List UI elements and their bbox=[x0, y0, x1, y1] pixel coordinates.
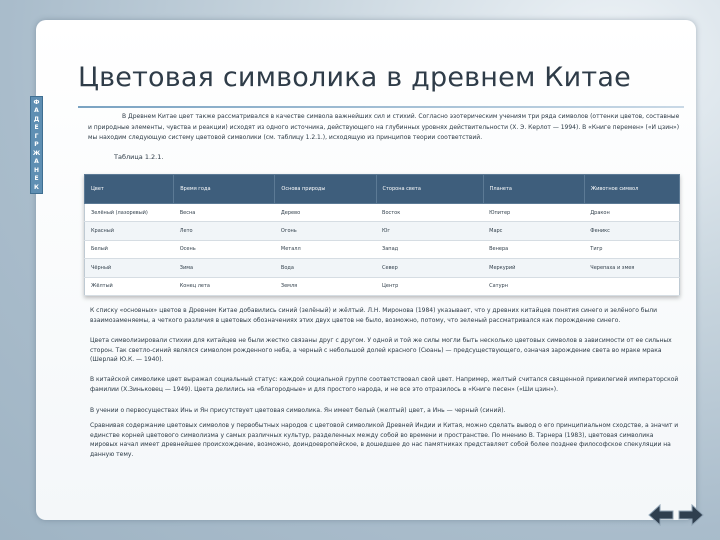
next-slide-button[interactable] bbox=[678, 504, 704, 526]
table-cell: Марс bbox=[483, 222, 584, 240]
table-header: Основа природы bbox=[275, 175, 376, 204]
table-row bbox=[85, 277, 680, 295]
table-header-row bbox=[85, 175, 680, 204]
intro-paragraph: В Древнем Китае цвет также рассматривался в качестве символа важнейших сил и стихий. Согласно эзотерическим учениям три ряда символов (оттенки цветов, составные и природные элементы, чувства и реакции) исходят из одного источника, действующего на глубинных уровнях действительности (Х. Э. Керлот — 1994). В «Книге перемен» («И цзин») мы находим следующую систему цветовой символики (см. таблицу 1.2.1.), исходящую из принципов теории соответствий. bbox=[88, 113, 680, 141]
arrow-left-icon bbox=[648, 504, 674, 526]
table-cell: Юпитер bbox=[483, 204, 584, 222]
table-row bbox=[85, 259, 680, 277]
table-cell: Сатурн bbox=[483, 277, 584, 295]
table-row bbox=[85, 240, 680, 258]
side-letter: Е bbox=[34, 124, 39, 131]
side-letter: Д bbox=[33, 115, 40, 123]
side-letter: К bbox=[34, 183, 39, 191]
table-caption: Таблица 1.2.1. bbox=[114, 153, 164, 161]
table-header: Время года bbox=[174, 175, 275, 204]
side-letter: Г bbox=[34, 132, 39, 140]
table-cell: Огонь bbox=[275, 222, 376, 240]
color-symbol-table bbox=[84, 174, 680, 296]
side-letter: Ж bbox=[32, 149, 41, 157]
prev-slide-button[interactable] bbox=[648, 504, 674, 526]
table-cell: Юг bbox=[376, 222, 483, 240]
table-row bbox=[85, 204, 680, 222]
table-cell: Дракон bbox=[584, 204, 679, 222]
body-paragraph: В китайской символике цвет выражал социальный статус: каждой социальной группе соответствовал свой цвет. Например, желтый считался священной привилегией императорской фамилии (Х.Зиньковец — 1949). Цвета делились на «благородные» и для простого народа, и не все это отразилось в «Книге песен» («Ши цзин»). bbox=[90, 376, 679, 393]
table-cell: Меркурий bbox=[483, 259, 584, 277]
side-letter: Е bbox=[34, 175, 39, 182]
table-header: Сторона света bbox=[376, 175, 483, 204]
table-cell: Лето bbox=[174, 222, 275, 240]
page-title: Цветовая символика в древнем Китае bbox=[78, 62, 631, 93]
table-cell: Восток bbox=[376, 204, 483, 222]
table-cell: Феникс bbox=[584, 222, 679, 240]
table-cell: Осень bbox=[174, 240, 275, 258]
table-row bbox=[85, 222, 680, 240]
arrow-right-icon bbox=[678, 504, 704, 526]
table-cell: Весна bbox=[174, 204, 275, 222]
table-cell: Вода bbox=[275, 259, 376, 277]
table-cell: Центр bbox=[376, 277, 483, 295]
side-letter-strip bbox=[30, 96, 43, 194]
body-paragraph: К списку «основных» цветов в Древнем Китае добавились синий (зелёный) и жёлтый. Л.Н. Миронова (1984) указывает, что у древних китайцев понятия синего и зелёного были взаимозаменяемы, а четкого различия в цветовых обозначениях этих двух цветов не было, возможно, потому, что зеленый рассматривался как порождение синего. bbox=[90, 307, 657, 324]
table-cell: Дерево bbox=[275, 204, 376, 222]
table-cell: Тигр bbox=[584, 240, 679, 258]
table-cell: Черепаха и змея bbox=[584, 259, 679, 277]
table-cell: Белый bbox=[85, 240, 174, 258]
side-letter: А bbox=[34, 158, 39, 165]
side-letter: Ф bbox=[33, 98, 40, 106]
table-cell bbox=[584, 277, 679, 295]
table-cell: Жёлтый bbox=[85, 277, 174, 295]
body-paragraph: В учении о первосуществах Инь и Ян присутствует цветовая символика. Ян имеет белый (желтый) цвет, а Инь — черный (синий). bbox=[90, 407, 506, 414]
table-cell: Земля bbox=[275, 277, 376, 295]
side-letter: Н bbox=[33, 166, 40, 174]
table-cell: Металл bbox=[275, 240, 376, 258]
table-cell: Север bbox=[376, 259, 483, 277]
table-cell: Зима bbox=[174, 259, 275, 277]
table-cell: Конец лета bbox=[174, 277, 275, 295]
table-cell: Зелёный (лазоревый) bbox=[85, 204, 174, 222]
table-cell: Чёрный bbox=[85, 259, 174, 277]
side-letter: Р bbox=[34, 141, 39, 148]
table-header: Животное символ bbox=[584, 175, 679, 204]
table-header: Цвет bbox=[85, 175, 174, 204]
side-letter: А bbox=[34, 107, 39, 114]
body-paragraph: Цвета символизировали стихии для китайцев не были жестко связаны друг с другом. У одной и той же силы могли быть несколько цветовых символов в зависимости от ее сильных сторон. Так светло-синий являлся символом рожденного неба, а черный с небольшой долей красного (Сюань) — предсуществующего, означая зарождение света во мраке мрака (Шерлай Ю.К. — 1940). bbox=[90, 337, 672, 363]
body-paragraph: Сравнивая содержание цветовых символов у первобытных народов с цветовой символикой Древней Индии и Китая, можно сделать вывод о его принципиальном сходстве, а значит и единстве корней цветового символизма у самых различных культур, разделенных между собой во времени и пространстве. По мнению В. Тэрнера (1983), цветовая символика мировых начал имеет древнейшее происхождение, возможно, доиндоевропейское, в дошедшее до нас памятниках представляет собой более позднее философское спекуляции на данную тему. bbox=[90, 422, 679, 458]
table-cell: Запад bbox=[376, 240, 483, 258]
table-header: Планета bbox=[483, 175, 584, 204]
title-divider bbox=[78, 106, 684, 108]
table-cell: Красный bbox=[85, 222, 174, 240]
table-cell: Венера bbox=[483, 240, 584, 258]
